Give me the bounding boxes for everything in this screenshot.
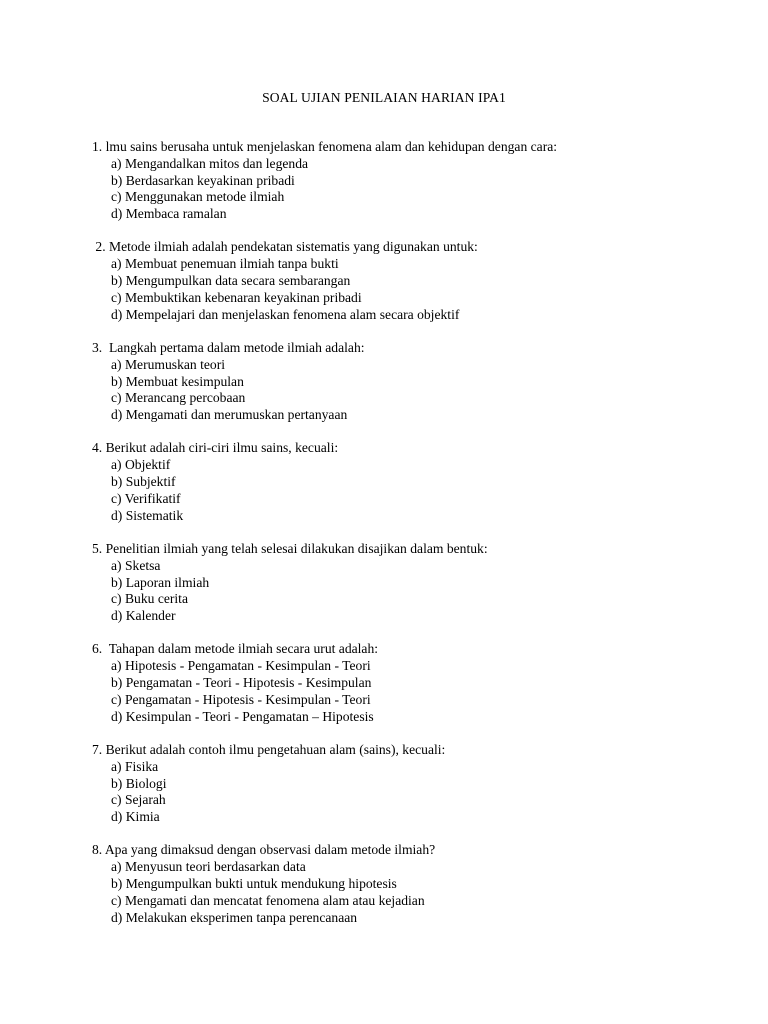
- option-a: a) Mengandalkan mitos dan legenda: [111, 155, 309, 171]
- option-c: c) Sejarah: [111, 792, 166, 808]
- option-a: a) Menyusun teori berdasarkan data: [111, 859, 306, 875]
- option-d: d) Mengamati dan merumuskan pertanyaan: [111, 407, 348, 423]
- option-list: [92, 558, 732, 625]
- option-list: [92, 156, 732, 223]
- option-a: a) Hipotesis - Pengamatan - Kesimpulan - Teori: [111, 658, 371, 674]
- option-d: d) Kalender: [111, 608, 176, 624]
- option-b: b) Biologi: [111, 775, 167, 791]
- option-c: c) Membuktikan kebenaran keyakinan pribadi: [111, 289, 362, 305]
- option-c: c) Pengamatan - Hipotesis - Kesimpulan - Teori: [111, 691, 371, 707]
- question-text: 3. Langkah pertama dalam metode ilmiah adalah:: [92, 339, 365, 355]
- question-text: 2. Metode ilmiah adalah pendekatan sistematis yang digunakan untuk:: [92, 239, 478, 255]
- document-title: SOAL UJIAN PENILAIAN HARIAN IPA1: [262, 90, 506, 105]
- question-6: [92, 641, 732, 725]
- option-b: b) Berdasarkan keyakinan pribadi: [111, 172, 295, 188]
- option-d: d) Melakukan eksperimen tanpa perencanaan: [111, 909, 358, 925]
- question-1: [92, 139, 732, 223]
- option-b: b) Membuat kesimpulan: [111, 373, 244, 389]
- option-b: b) Pengamatan - Teori - Hipotesis - Kesimpulan: [111, 675, 372, 691]
- question-text: 6. Tahapan dalam metode ilmiah secara urut adalah:: [92, 641, 379, 657]
- option-list: [92, 457, 732, 524]
- option-d: d) Kimia: [111, 809, 160, 825]
- question-8: [92, 842, 732, 926]
- option-b: b) Mengumpulkan data secara sembarangan: [111, 273, 351, 289]
- question-list: [92, 139, 732, 943]
- question-text: 5. Penelitian ilmiah yang telah selesai dilakukan disajikan dalam bentuk:: [92, 540, 488, 556]
- option-d: d) Kesimpulan - Teori - Pengamatan – Hipotesis: [111, 708, 374, 724]
- question-7: [92, 742, 732, 826]
- option-d: d) Sistematik: [111, 507, 184, 523]
- option-b: b) Laporan ilmiah: [111, 574, 210, 590]
- question-2: [92, 239, 732, 323]
- question-3: [92, 340, 732, 424]
- option-list: [92, 256, 732, 323]
- option-c: c) Menggunakan metode ilmiah: [111, 189, 285, 205]
- option-a: a) Objektif: [111, 457, 171, 473]
- option-a: a) Sketsa: [111, 557, 161, 573]
- option-list: [92, 658, 732, 725]
- question-text: 8. Apa yang dimaksud dengan observasi dalam metode ilmiah?: [92, 842, 436, 858]
- option-a: a) Merumuskan teori: [111, 356, 226, 372]
- option-c: c) Verifikatif: [111, 490, 181, 506]
- option-b: b) Subjektif: [111, 474, 176, 490]
- question-text: 7. Berikut adalah contoh ilmu pengetahuan alam (sains), kecuali:: [92, 741, 446, 757]
- option-c: c) Merancang percobaan: [111, 390, 246, 406]
- option-b: b) Mengumpulkan bukti untuk mendukung hipotesis: [111, 875, 397, 891]
- option-a: a) Membuat penemuan ilmiah tanpa bukti: [111, 256, 339, 272]
- question-4: [92, 440, 732, 524]
- option-a: a) Fisika: [111, 758, 159, 774]
- option-c: c) Buku cerita: [111, 591, 188, 607]
- option-list: [92, 357, 732, 424]
- option-d: d) Mempelajari dan menjelaskan fenomena alam secara objektif: [111, 306, 460, 322]
- option-d: d) Membaca ramalan: [111, 206, 227, 222]
- question-text: 1. lmu sains berusaha untuk menjelaskan fenomena alam dan kehidupan dengan cara:: [92, 139, 558, 154]
- question-text: 4. Berikut adalah ciri-ciri ilmu sains, kecuali:: [92, 440, 339, 456]
- option-list: [92, 859, 732, 926]
- option-c: c) Mengamati dan mencatat fenomena alam atau kejadian: [111, 892, 425, 908]
- option-list: [92, 759, 732, 826]
- question-5: [92, 541, 732, 625]
